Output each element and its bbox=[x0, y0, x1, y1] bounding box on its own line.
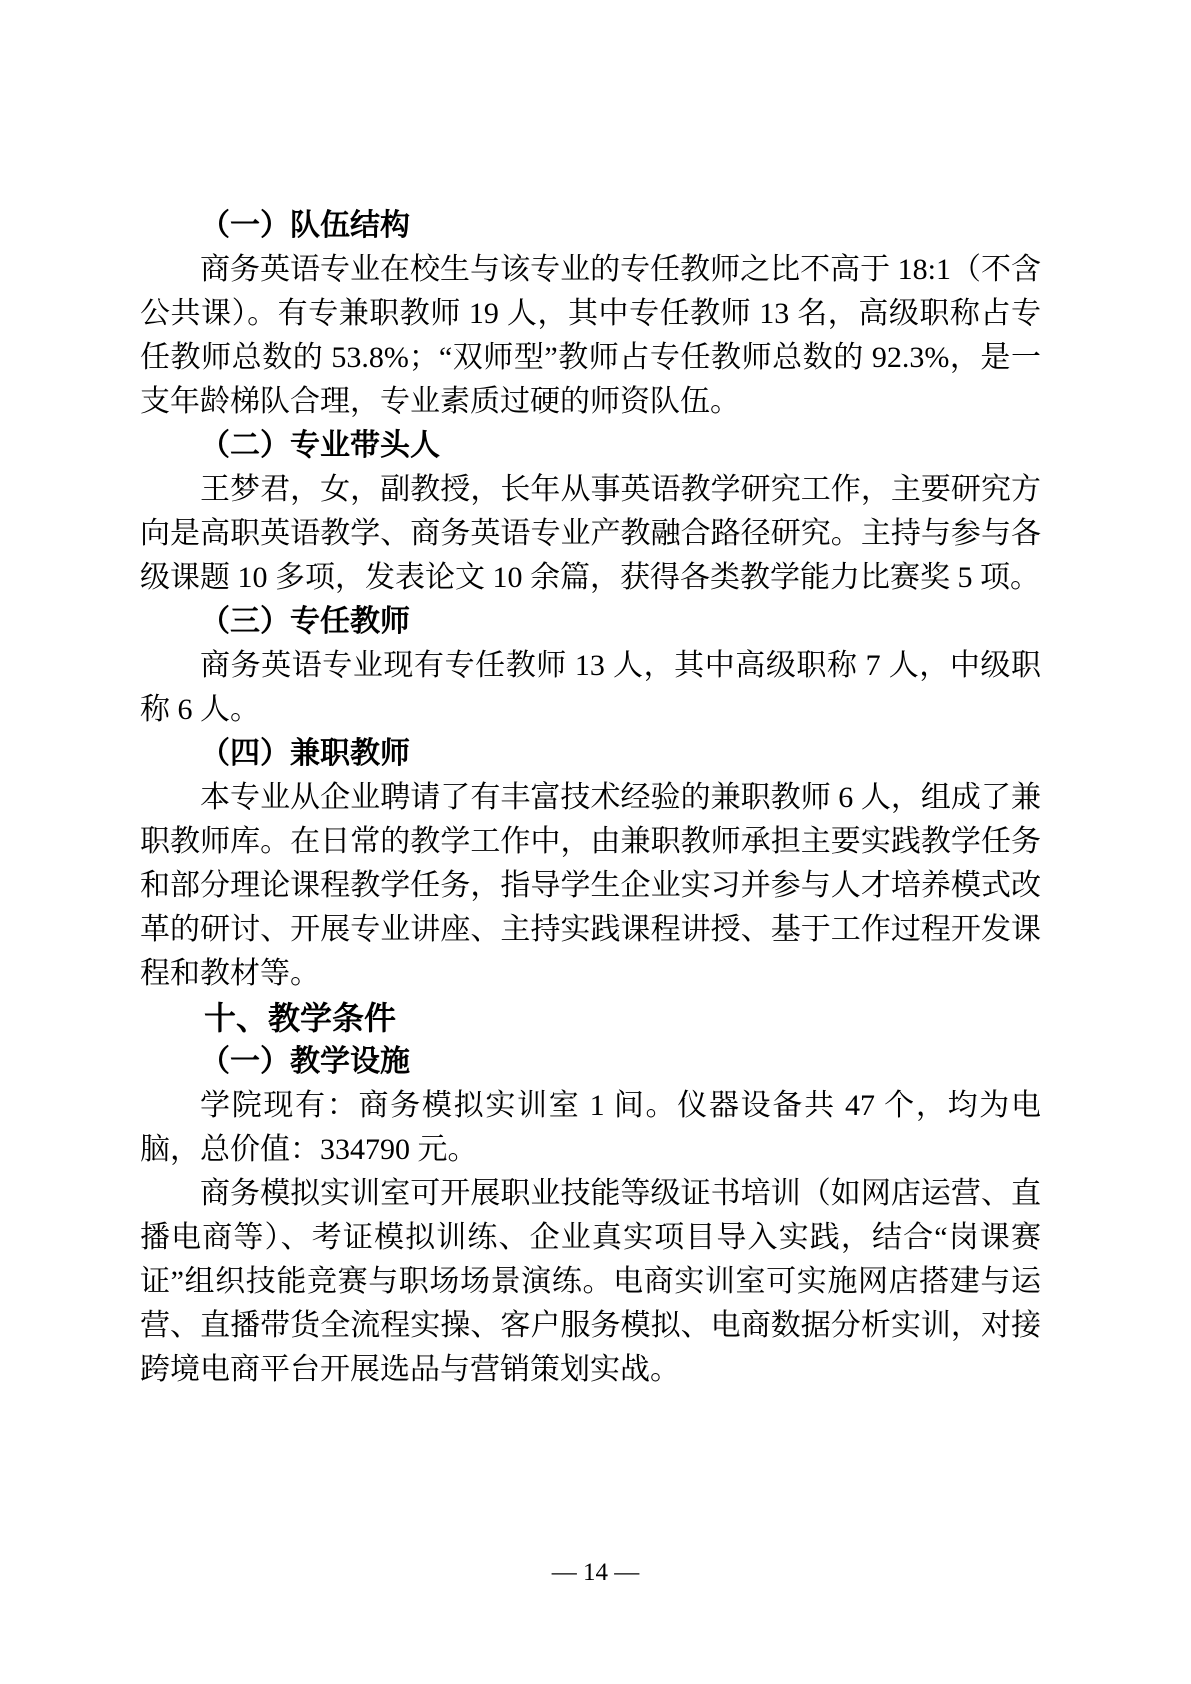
paragraph-facilities-usage: 商务模拟实训室可开展职业技能等级证书培训（如网店运营、直播电商等）、考证模拟训练、企业真实项目导入实践，结合“岗课赛证”组织技能竞赛与职场场景演练。电商实训室可实施网店搭建与运营、直播带货全流程实操、客户服务模拟、电商数据分析实训，对接跨境电商平台开展选品与营销策划实战。 bbox=[140, 1177, 1041, 1386]
section-heading-2-program-leader: （二）专业带头人 bbox=[200, 429, 440, 462]
page-number: — 14 — bbox=[551, 1559, 640, 1586]
page-footer bbox=[0, 1556, 1191, 1590]
section-heading-3-full-time-teachers: （三）专任教师 bbox=[200, 605, 410, 638]
paragraph-facilities-overview: 学院现有：商务模拟实训室 1 间。仪器设备共 47 个，均为电脑，总价值：334790 元。 bbox=[140, 1089, 1041, 1166]
paragraph-program-leader: 王梦君，女，副教授，长年从事英语教学研究工作，主要研究方向是高职英语教学、商务英语专业产教融合路径研究。主持与参与各级课题 10 多项，发表论文 10 余篇，获得各类教学能力比赛奖 5 项。 bbox=[140, 473, 1041, 594]
section-heading-1-team-structure: （一）队伍结构 bbox=[200, 209, 410, 242]
section-heading-4-part-time-teachers: （四）兼职教师 bbox=[200, 737, 410, 770]
paragraph-team-structure: 商务英语专业在校生与该专业的专任教师之比不高于 18:1（不含公共课）。有专兼职教师 19 人，其中专任教师 13 名，高级职称占专任教师总数的 53.8%；“双师型”教师占专任教师总数的 92.3%，是一支年龄梯队合理，专业素质过硬的师资队伍。 bbox=[140, 253, 1041, 418]
document-content bbox=[140, 204, 1041, 1392]
chapter-heading-10-teaching-conditions: 十、教学条件 bbox=[204, 1000, 397, 1036]
section-heading-1-teaching-facilities: （一）教学设施 bbox=[200, 1045, 410, 1078]
paragraph-full-time-teachers: 商务英语专业现有专任教师 13 人，其中高级职称 7 人，中级职称 6 人。 bbox=[140, 649, 1041, 726]
paragraph-part-time-teachers: 本专业从企业聘请了有丰富技术经验的兼职教师 6 人，组成了兼职教师库。在日常的教学工作中，由兼职教师承担主要实践教学任务和部分理论课程教学任务，指导学生企业实习并参与人才培养模式改革的研讨、开展专业讲座、主持实践课程讲授、基于工作过程开发课程和教材等。 bbox=[140, 781, 1041, 990]
